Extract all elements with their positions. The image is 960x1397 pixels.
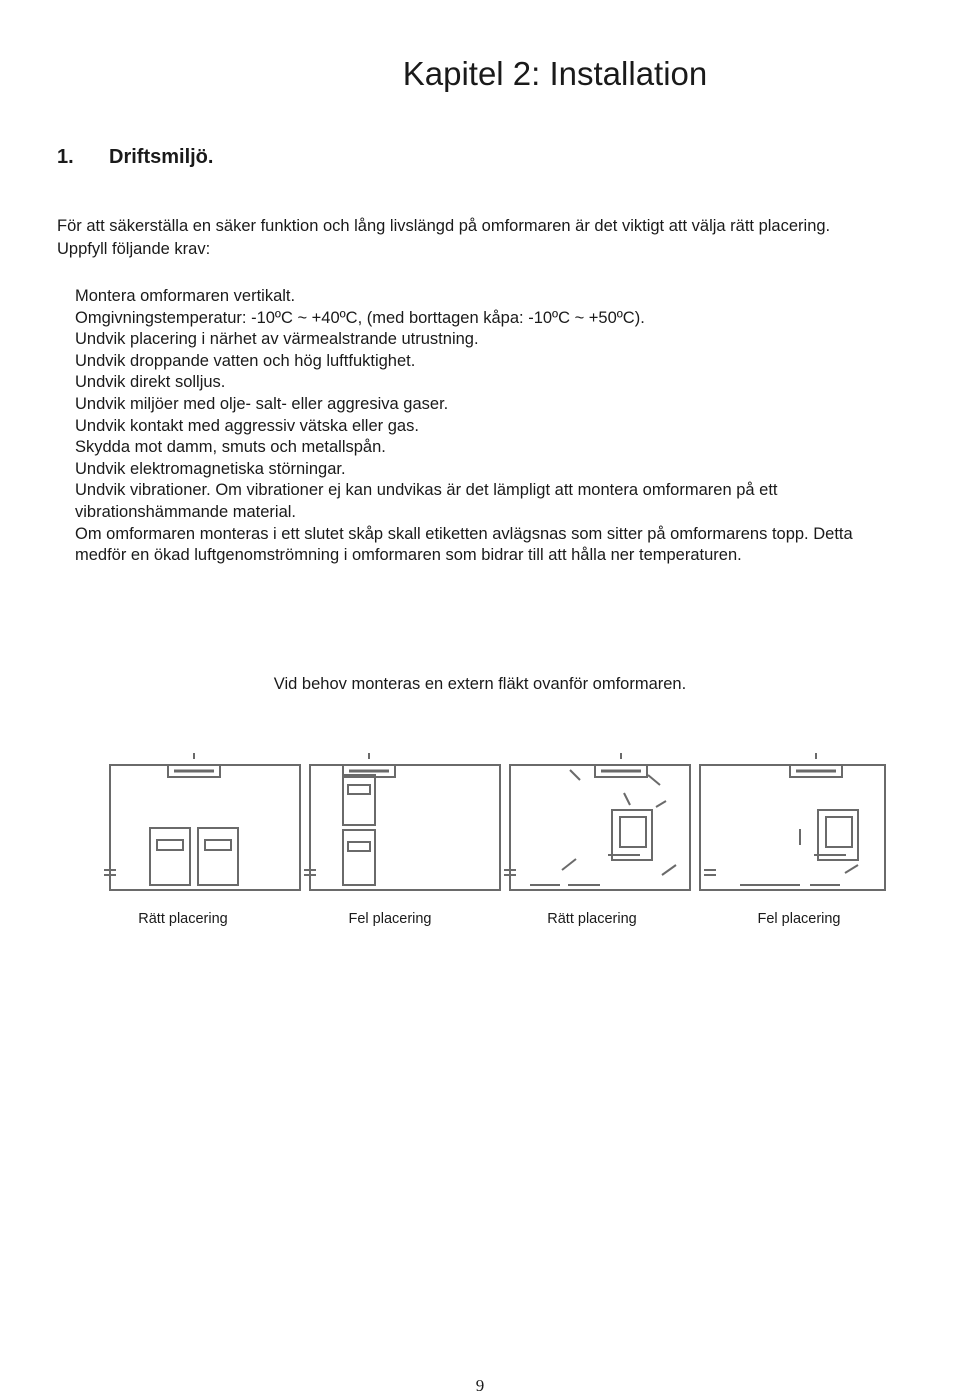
airflow-arrow (562, 859, 576, 870)
page-number: 9 (475, 1376, 485, 1395)
inverter-display (157, 840, 183, 850)
intro-text (57, 215, 887, 260)
page-title: Kapitel 2: Installation (402, 55, 708, 92)
section-number: 1. (57, 146, 74, 168)
requirement-item: Undvik kontakt med aggressiv vätska eller gas. (75, 416, 419, 435)
requirement-item: Undvik placering i närhet av värmealstrande utrustning. (75, 330, 479, 349)
diagram-wrong-airflow (700, 753, 885, 890)
diagram-correct-airflow (504, 753, 690, 890)
airflow-arrow (662, 865, 676, 875)
requirement-item: Undvik droppande vatten och hög luftfuktighet. (75, 351, 416, 370)
requirement-item: Om omformaren monteras i ett slutet skåp skall etiketten avlägsnas som sitter på omformarens topp. Detta medför en ökad luftgenomströmning i omformaren som bidrar till att hålla ner temperaturen. (75, 524, 853, 565)
section-title: Driftsmiljö. (109, 146, 214, 168)
diagram-wrong-stacked (304, 753, 500, 890)
placement-diagrams (100, 745, 890, 905)
inverter-panel (620, 817, 646, 847)
cabinet-outline (510, 765, 690, 890)
diagram-caption: Rätt placering (547, 911, 637, 927)
diagram-caption: Fel placering (757, 911, 841, 927)
airflow-arrow (570, 770, 580, 780)
inverter-panel (826, 817, 852, 847)
inverter-display (348, 842, 370, 851)
diagram-correct-side-by-side (104, 753, 300, 890)
requirement-item: Undvik miljöer med olje- salt- eller aggresiva gaser. (75, 394, 449, 413)
diagram-caption: Fel placering (348, 911, 432, 927)
inverter-display (205, 840, 231, 850)
intro-paragraph: För att säkerställa en säker funktion och lång livslängd på omformaren är det viktigt att välja rätt placering. (57, 217, 831, 235)
fan-note: Vid behov monteras en extern fläkt ovanför omformaren. (273, 675, 687, 693)
inverter-unit (150, 828, 190, 885)
requirement-item: Undvik direkt solljus. (75, 373, 226, 392)
requirement-item: Montera omformaren vertikalt. (75, 287, 296, 305)
cabinet-outline (310, 765, 500, 890)
requirement-item: Skydda mot damm, smuts och metallspån. (75, 438, 386, 457)
airflow-arrow (845, 865, 858, 873)
inverter-display (348, 785, 370, 794)
intro-paragraph: Uppfyll följande krav: (57, 239, 211, 258)
diagram-caption: Rätt placering (138, 911, 228, 927)
inverter-unit (198, 828, 238, 885)
inverter-unit (343, 830, 375, 885)
airflow-arrow (648, 775, 660, 785)
requirement-item: Omgivningstemperatur: -10ºC ~ +40ºC, (med borttagen kåpa: -10ºC ~ +50ºC). (75, 308, 645, 327)
requirement-item: Undvik elektromagnetiska störningar. (75, 459, 346, 478)
requirement-item: Undvik vibrationer. Om vibrationer ej kan undvikas är det lämpligt att montera omformaren på ett vibrationshämmande material. (75, 481, 778, 521)
inverter-unit (343, 775, 375, 825)
airflow-arrow (656, 801, 666, 807)
requirements-list (75, 286, 885, 567)
section-heading (57, 146, 213, 169)
airflow-arrow (624, 793, 630, 805)
